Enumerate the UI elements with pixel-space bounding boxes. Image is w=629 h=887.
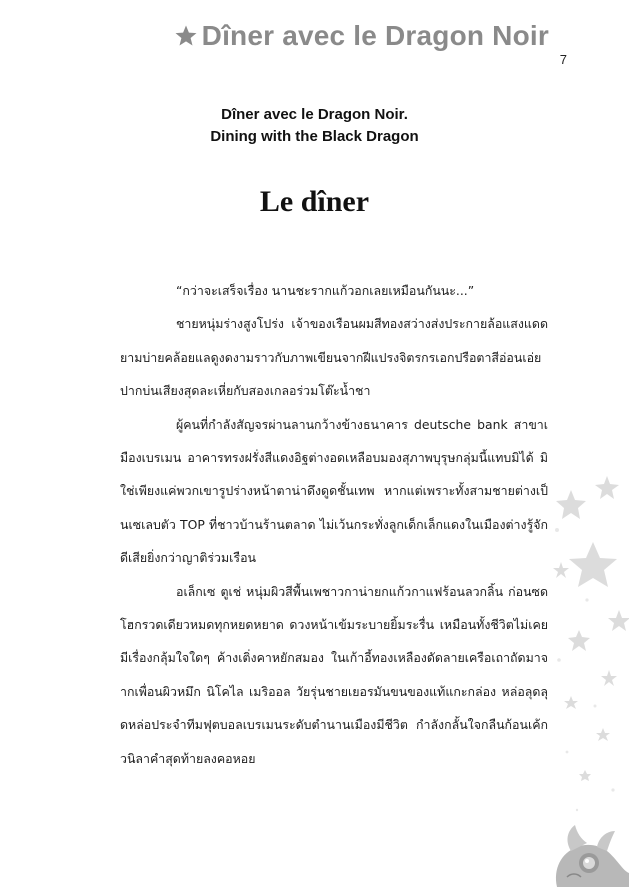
paragraph: ผู้คนที่กำลังสัญจรผ่านลานกว้างข้างธนาคาร deutsche bank สาขาเมืองเบรเมน อาคารทรงฝรั่งสีแดงอิฐต่างอดเหลือบมองสุภาพบุรุษกลุ่มนี้แทบมิได้ มิใช่เพียงแค่พวกเขารูปร่างหน้าตาน่าดึงดูดชั้นเทพ หากแต่เพราะทั้งสามชายต่างเป็นเซเลบตัว TOP ที่ชาวบ้านร้านตลาด ไม่เว้นกระทั่งลูกเด็กเล็กแดงในเมืองต่างรู้จักดีเสียยิ่งกว่าญาติร่วมเรือน (120, 416, 548, 566)
chapter-title-line1: Dîner avec le Dragon Noir. (221, 106, 408, 123)
star-icon (174, 24, 198, 48)
running-header (174, 20, 549, 52)
chapter-title-line2: Dining with the Black Dragon (210, 128, 419, 145)
section-title: Le dîner (259, 185, 370, 218)
running-title: Dîner avec le Dragon Noir (201, 20, 549, 51)
paragraph: “กว่าจะเสร็จเรื่อง นานชะรากแก้วอกเลยเหมือนกันนะ...” (176, 283, 475, 298)
chapter-title (0, 104, 629, 148)
paragraph: ชายหนุ่มร่างสูงโปร่ง เจ้าของเรือนผมสีทองสว่างส่งประกายล้อแสงแดดยามบ่ายคล้อยแลดูงดงามราวกับภาพเขียนจากฝีแปรงจิตรกรเอกปรือตาสีอ่อนเอ่ยปากบ่นเสียงสุดละเหี่ยกับสองเกลอร่วมโต๊ะน้ำชา (120, 316, 548, 399)
stars-icon (549, 470, 629, 830)
body-text (120, 274, 548, 775)
dragon-icon (537, 817, 629, 887)
paragraph: อเล็กเซ ตูเช่ หนุ่มผิวสีพื้นเพชาวกาน่ายกแก้วกาแฟร้อนลวกลิ้น ก่อนซดโฮกรวดเดียวหมดทุกหยดหยาด ดวงหน้าเข้มระบายยิ้มระรื่น เหมือนทั้งชีวิตไม่เคยมีเรื่องกลุ้มใจใดๆ ค้างเติ่งคาหยักสมอง ในเก้าอี้ทองเหลืองดัดลายเครือเถาถัดมาจากเพื่อนผิวหมึก นิโคไล เมริออล วัยรุ่นชายเยอรมันขนของแท้แกะกล่อง หล่อลุดลุดหล่อประจำทีมฟุตบอลเบรเมนระดับตำนานเมืองมีชีวิต กำลังกลั้นใจกลืนก้อนเค้กวนิลาคำสุดท้ายลงคอหอย (120, 583, 548, 766)
page-number: 7 (559, 52, 567, 67)
